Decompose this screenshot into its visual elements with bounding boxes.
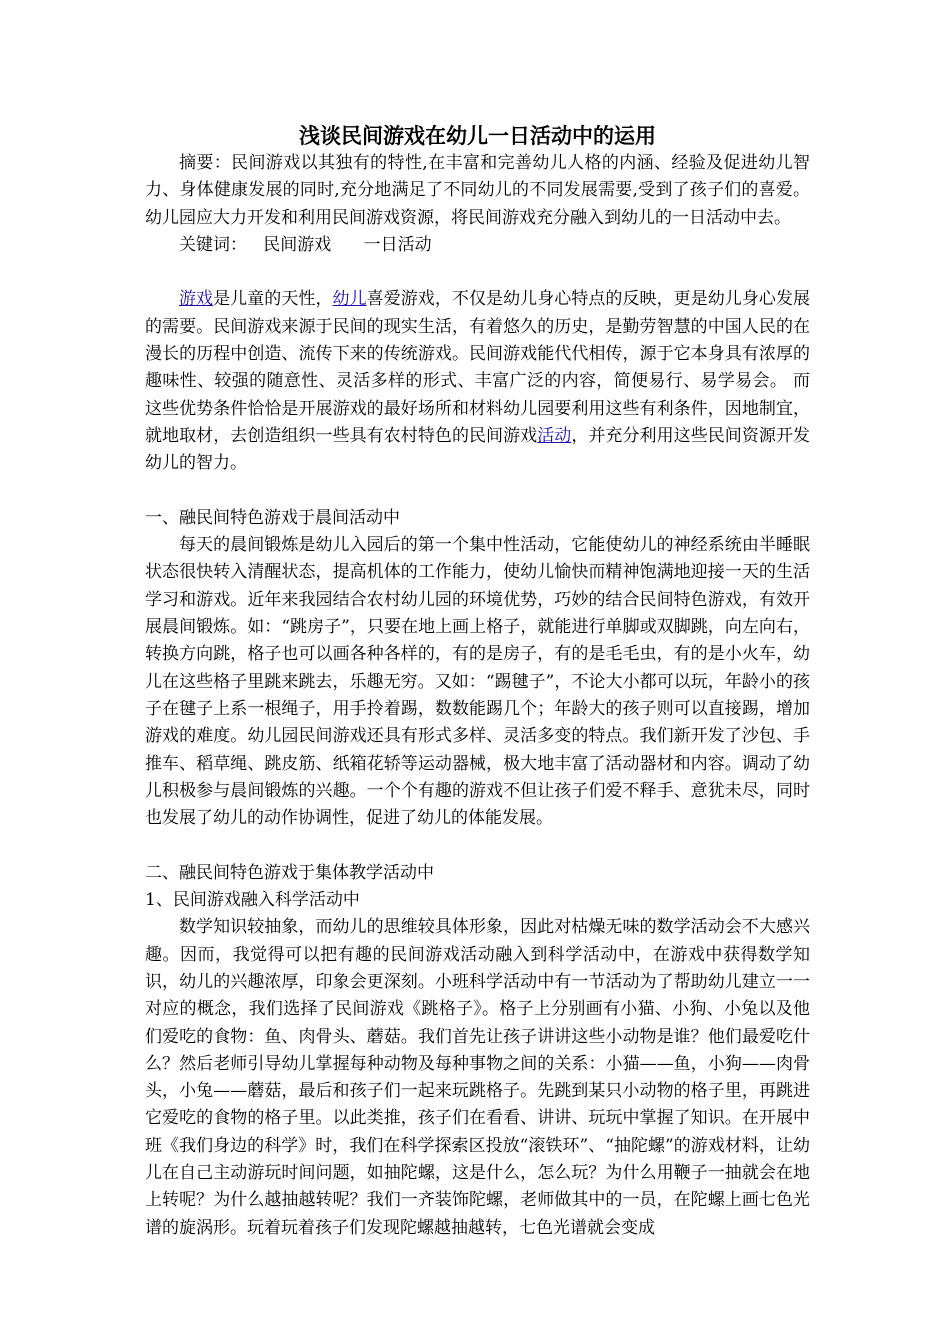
keywords-label: 关键词： xyxy=(179,234,247,255)
link-game[interactable]: 游戏 xyxy=(179,289,214,310)
section2-paragraph: 数学知识较抽象，而幼儿的思维较具体形象，因此对枯燥无味的数学活动会不大感兴趣。因而，我觉得可以把有趣的民间游戏活动融入到科学活动中，在游戏中获得数学知识，幼儿的兴趣浓厚，印象会更深刻。小班科学活动中有一节活动为了帮助幼儿建立一一对应的概念，我们选择了民间游戏《跳格子》。格子上分别画有小猫、小狗、小兔以及他们爱吃的食物：鱼、肉骨头、蘑菇。我们首先让孩子讲讲这些小动物是谁？他们最爱吃什么？然后老师引导幼儿掌握每种动物及每种事物之间的关系：小猫——鱼，小狗——肉骨头，小兔——蘑菇，最后和孩子们一起来玩跳格子。先跳到某只小动物的格子里，再跳进它爱吃的食物的格子里。以此类推，孩子们在看看、讲讲、玩玩中掌握了知识。在开展中班《我们身边的科学》时，我们在科学探索区投放“滚铁环”、“抽陀螺”的游戏材料，让幼儿在自己主动游玩时间问题，如抽陀螺，这是什么，怎么玩？为什么用鞭子一抽就会在地上转呢？为什么越抽越转呢？我们一齐装饰陀螺，老师做其中的一员，在陀螺上画七色光谱的旋涡形。玩着玩着孩子们发现陀螺越抽越转，七色光谱就会变成 xyxy=(145,917,810,1238)
keyword-folk-games: 民间游戏 xyxy=(263,234,332,255)
keyword-daily-activities: 一日活动 xyxy=(363,234,432,255)
intro-text-2: 喜爱游戏，不仅是幼儿身心特点的反映，更是幼儿身心发展的需要。民间游戏来源于民间的现实生活，有着悠久的历史，是勤劳智慧的中国人民的在漫长的历程中创造、流传下来的传统游戏。民间游戏能代代相传，源于它本身具有浓厚的趣味性、较强的随意性、灵活多样的形式、丰富广泛的内容，简便易行、易学易会。 而这些优势条件恰恰是开展游戏的最好场所和材料幼儿园要利用这些有利条件，因地制宜，就地取材，去创造组织一些具有农村特色的民间游戏 xyxy=(145,289,811,446)
abstract-paragraph: 摘要：民间游戏以其独有的特性,在丰富和完善幼儿人格的内涵、经验及促进幼儿智力、身体健康发展的同时,充分地满足了不同幼儿的不同发展需要,受到了孩子们的喜爱。幼儿园应大力开发和利用民间游戏资源，将民间游戏充分融入到幼儿的一日活动中去。 xyxy=(145,153,810,228)
document-page xyxy=(145,122,810,1242)
page-title: 浅谈民间游戏在幼儿一日活动中的运用 xyxy=(299,123,656,148)
section2-subheading: 1、民间游戏融入科学活动中 xyxy=(145,890,360,911)
blank-line xyxy=(145,832,810,859)
intro-text-1: 是儿童的天性， xyxy=(213,289,333,310)
blank-line xyxy=(145,478,810,505)
link-activity[interactable]: 活动 xyxy=(537,425,572,446)
section1-paragraph: 每天的晨间锻炼是幼儿入园后的第一个集中性活动，它能使幼儿的神经系统由半睡眠状态很快转入清醒状态，提高机体的工作能力，使幼儿愉快而精神饱满地迎接一天的生活学习和游戏。近年来我园结合农村幼儿园的环境优势，巧妙的结合民间特色游戏，有效开展晨间锻炼。如：“跳房子”，只要在地上画上格子，就能进行单脚或双脚跳，向左向右，转换方向跳，格子也可以画各种各样的，有的是房子，有的是毛毛虫，有的是小火车，幼儿在这些格子里跳来跳去，乐趣无穷。又如：“踢毽子”，不论大小都可以玩，年龄小的孩子在毽子上系一根绳子，用手拎着踢，数数能踢几个；年龄大的孩子则可以直接踢，增加游戏的难度。幼儿园民间游戏还具有形式多样、灵活多变的特点。我们新开发了沙包、手推车、稻草绳、跳皮筋、纸箱花轿等运动器械，极大地丰富了活动器材和内容。调动了幼儿积极参与晨间锻炼的兴趣。一个个有趣的游戏不但让孩子们爱不释手、意犹未尽，同时也发展了幼儿的动作协调性，促进了幼儿的体能发展。 xyxy=(145,535,810,829)
link-child[interactable]: 幼儿 xyxy=(332,289,367,310)
blank-line xyxy=(145,259,810,286)
intro-text-3: ，并充分利用这些民间资源开发幼儿的智力。 xyxy=(145,425,811,474)
section2-heading: 二、融民间特色游戏于集体教学活动中 xyxy=(145,862,434,883)
section1-heading: 一、融民间特色游戏于晨间活动中 xyxy=(145,507,400,528)
keywords-line xyxy=(145,232,810,259)
intro-paragraph xyxy=(145,286,810,477)
